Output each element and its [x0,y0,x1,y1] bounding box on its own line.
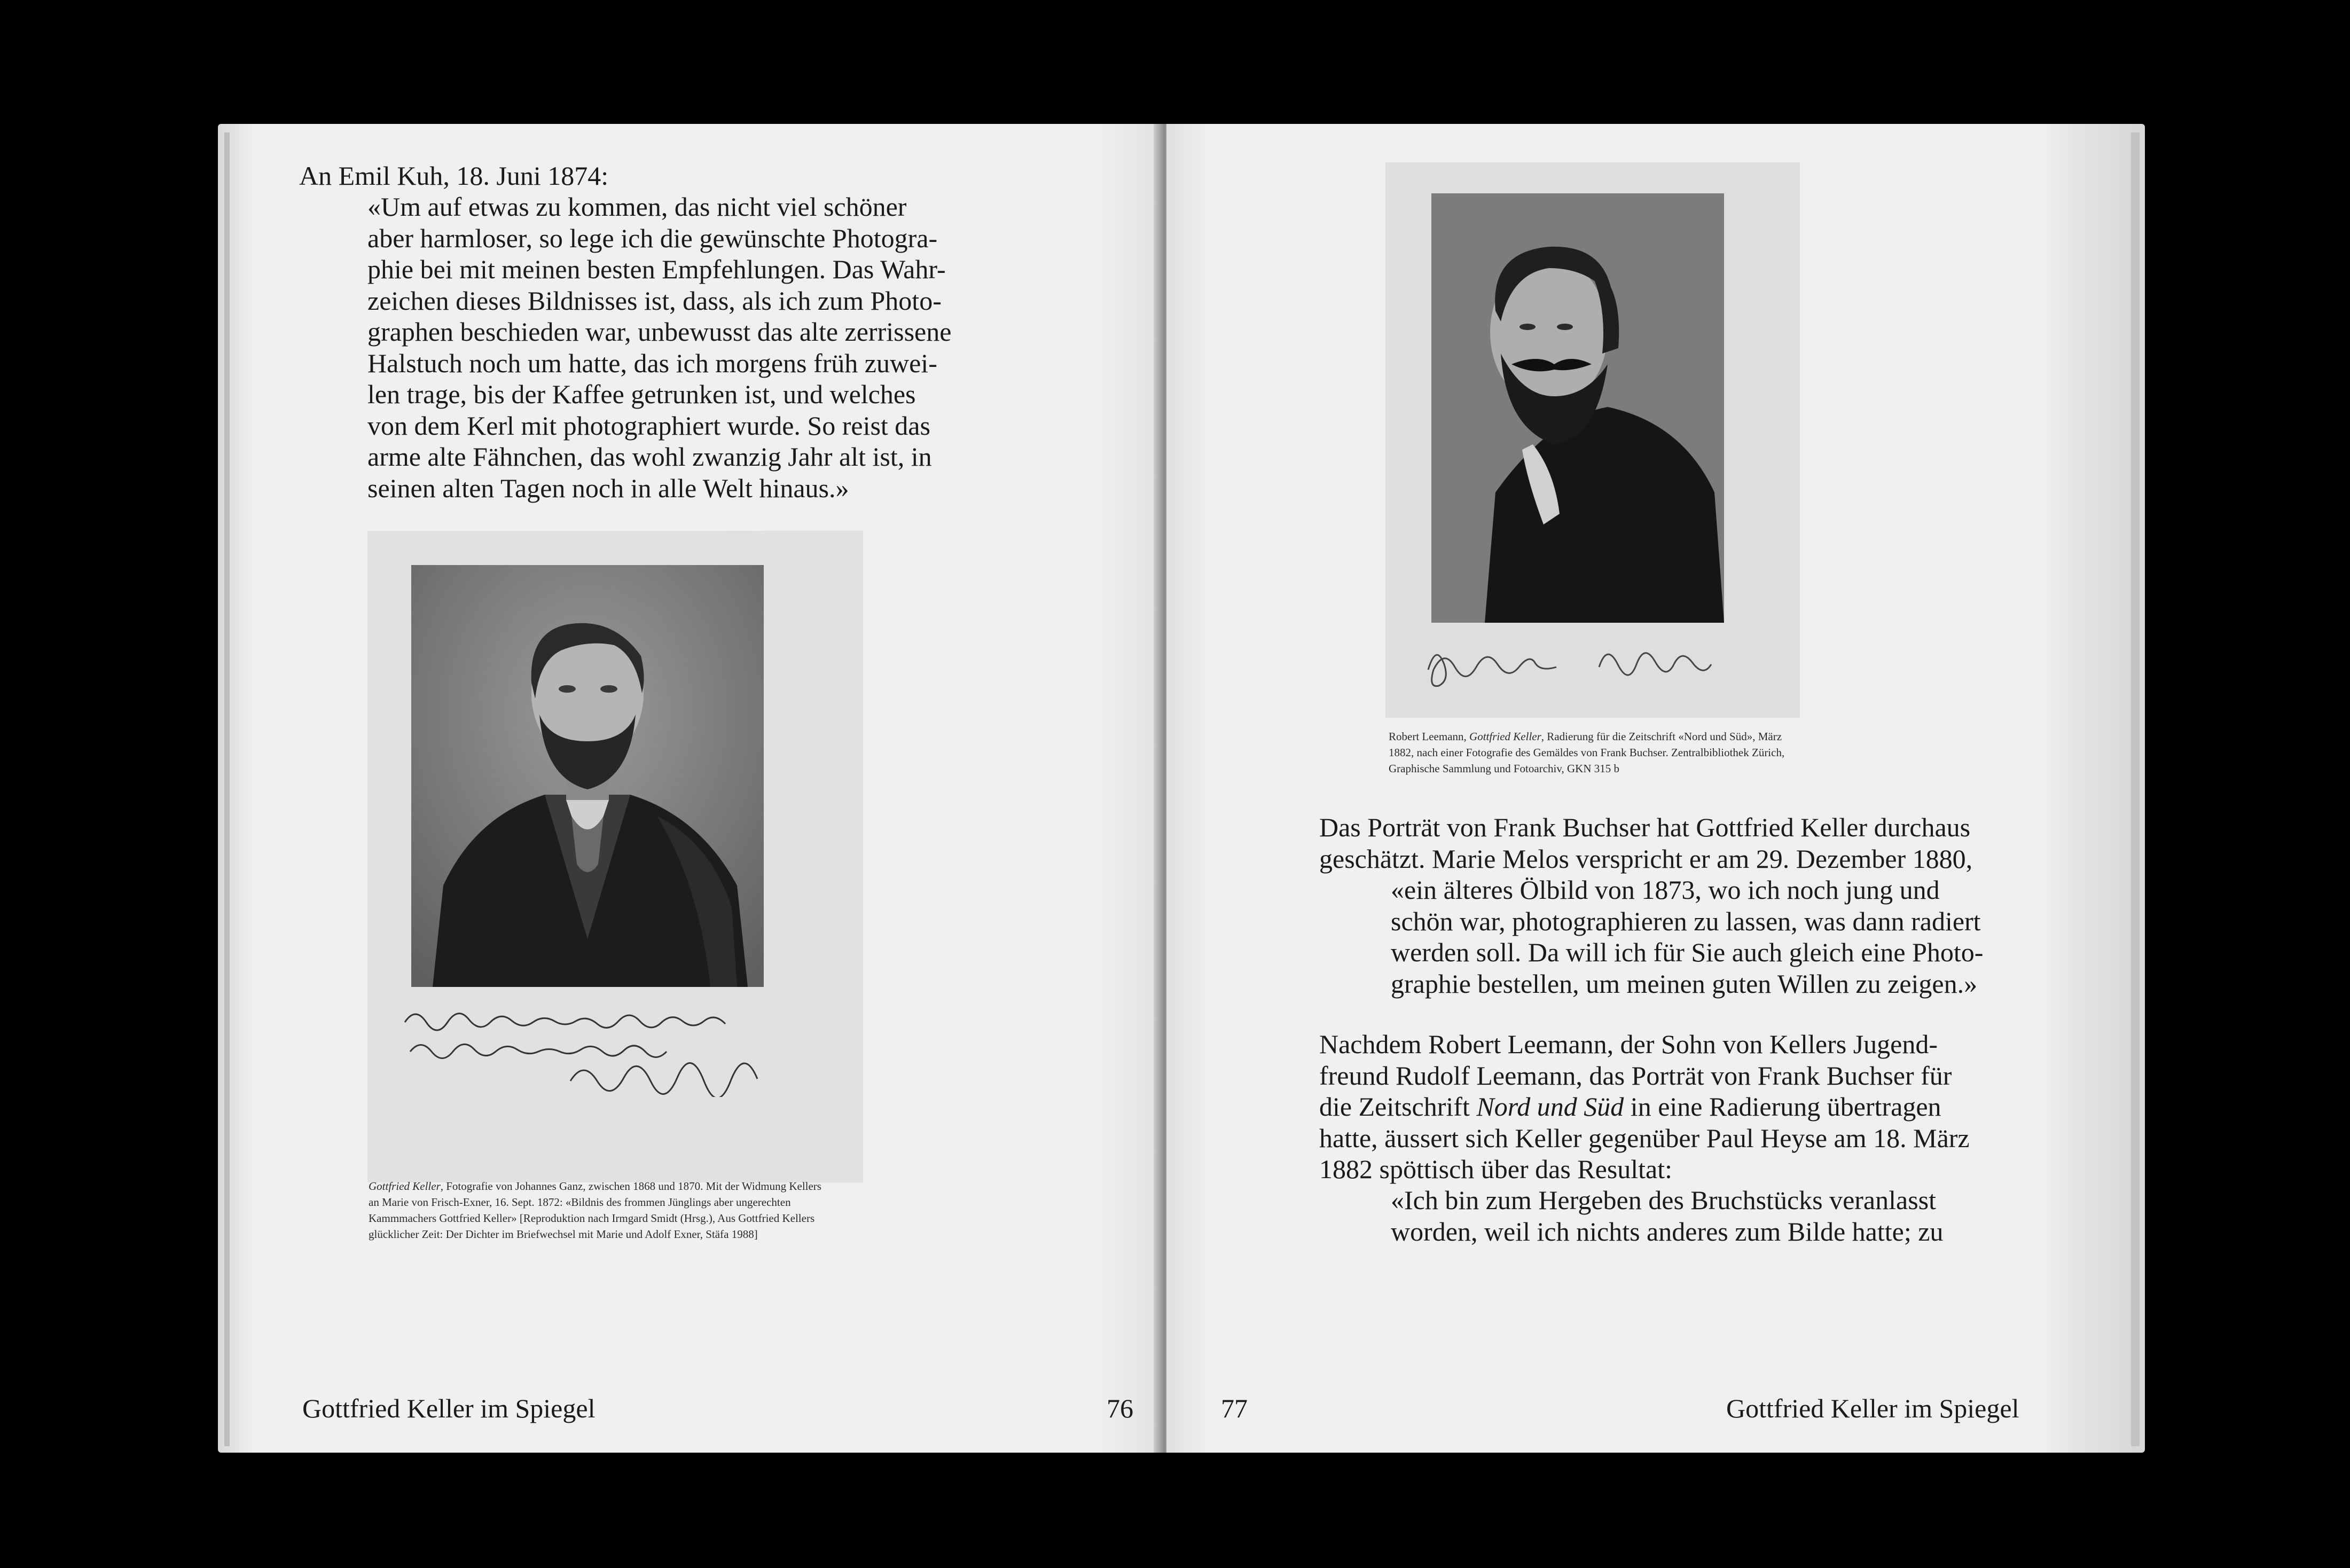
right-page-edge [2131,132,2140,1446]
left-quote-line: graphen beschieden war, unbewusst das alte zerrissene [367,317,952,347]
handwritten-dedication [394,1001,843,1097]
right-portrait-etching [1431,193,1724,623]
left-handwritten-dedication [394,1001,843,1097]
right-quote1-line: werden soll. Da will ich für Sie auch gleich eine Photo- [1391,937,1984,967]
right-quote1-line: «ein älteres Ölbild von 1873, wo ich noch jung und [1391,875,1940,905]
right-para1-line: Das Porträt von Frank Buchser hat Gottfried Keller durchaus [1319,812,1971,842]
left-quote-line: zeichen dieses Bildnisses ist, dass, als ich zum Photo- [367,285,942,316]
left-caption-title: Gottfried Keller [369,1180,441,1193]
right-caption-prefix: Robert Leemann, [1389,730,1470,743]
right-para2-line: hatte, äussert sich Keller gegenüber Paul Heyse am 18. März [1319,1123,1970,1153]
left-quote-line: Halstuch noch um hatte, das ich morgens früh zuwei- [367,348,937,378]
right-handwritten-signature [1423,632,1754,696]
right-caption-title: Gottfried Keller [1469,730,1541,743]
right-paragraph-1 [1319,812,2048,874]
left-quote-line: len trage, bis der Kaffee getrunken ist, und welches [367,379,916,409]
journal-title: Nord und Süd [1476,1092,1624,1122]
right-para2-line: die Zeitschrift Nord und Süd in eine Radierung übertragen [1319,1092,1941,1122]
left-quote-line: «Um auf etwas zu kommen, das nicht viel schöner [367,192,907,222]
right-quote1-line: schön war, photographieren zu lassen, was dann radiert [1391,906,1981,936]
right-caption [1389,728,2051,777]
right-quote1-line: graphie bestellen, um meinen guten Willen zu zeigen.» [1391,968,1978,999]
left-footer-title: Gottfried Keller im Spiegel [302,1393,596,1423]
left-quote-line: von dem Kerl mit photographiert wurde. So reist das [367,410,930,441]
left-quote-line: seinen alten Tagen noch in alle Welt hinaus.» [367,473,849,503]
left-caption-line: Kammmachers Gottfried Keller» [Reproduktion nach Irmgard Smidt (Hrsg.), Aus Gottfried Kellers [369,1212,815,1225]
left-portrait-photo [411,565,764,987]
left-page-edge [224,132,230,1446]
left-quote [367,191,1030,504]
right-caption-line: Graphische Sammlung und Fotoarchiv, GKN 315 b [1389,762,1619,775]
left-quote-line: phie bei mit meinen besten Empfehlungen. Das Wahr- [367,254,946,284]
left-caption-line: , Fotografie von Johannes Ganz, zwischen 1868 und 1870. Mit der Widmung Kellers [440,1180,821,1193]
right-page-number: 77 [1221,1393,1248,1423]
left-figure [367,531,863,1182]
right-para2-line: freund Rudolf Leemann, das Porträt von Frank Buchser für [1319,1060,1952,1091]
left-caption [369,1178,1031,1242]
right-paragraph-2 [1319,1029,2048,1185]
right-para2-line: Nachdem Robert Leemann, der Sohn von Kellers Jugend- [1319,1029,1938,1059]
right-quote2-line: «Ich bin zum Hergeben des Bruchstücks veranlasst [1391,1185,1937,1215]
left-page-number: 76 [1107,1393,1133,1423]
handwritten-signature [1423,632,1754,696]
right-footer-title: Gottfried Keller im Spiegel [1726,1393,2019,1423]
left-quote-line: arme alte Fähnchen, das wohl zwanzig Jahr alt ist, in [367,442,932,472]
right-quote-2 [1391,1185,2048,1247]
portrait-etching-icon [1431,193,1724,623]
right-para2-line: 1882 spöttisch über das Resultat: [1319,1154,1673,1184]
left-salutation: An Emil Kuh, 18. Juni 1874: [299,161,609,191]
right-caption-line: , Radierung für die Zeitschrift «Nord und Süd», März [1541,730,1782,743]
left-caption-line: an Marie von Frisch-Exner, 16. Sept. 1872: «Bildnis des frommen Jünglings aber ungerechten [369,1196,791,1209]
right-quote-1 [1391,874,2048,999]
right-para1-line: geschätzt. Marie Melos verspricht er am 29. Dezember 1880, [1319,843,1973,874]
right-caption-line: 1882, nach einer Fotografie des Gemäldes von Frank Buchser. Zentralbibliothek Zürich, [1389,746,1785,759]
portrait-photograph-icon [411,565,764,987]
right-figure [1385,162,1800,718]
left-caption-line: glücklicher Zeit: Der Dichter im Briefwechsel mit Marie und Adolf Exner, Stäfa 1988] [369,1228,758,1241]
left-quote-line: aber harmloser, so lege ich die gewünschte Photogra- [367,223,938,253]
right-quote2-line: worden, weil ich nichts anderes zum Bilde hatte; zu [1391,1216,1944,1246]
